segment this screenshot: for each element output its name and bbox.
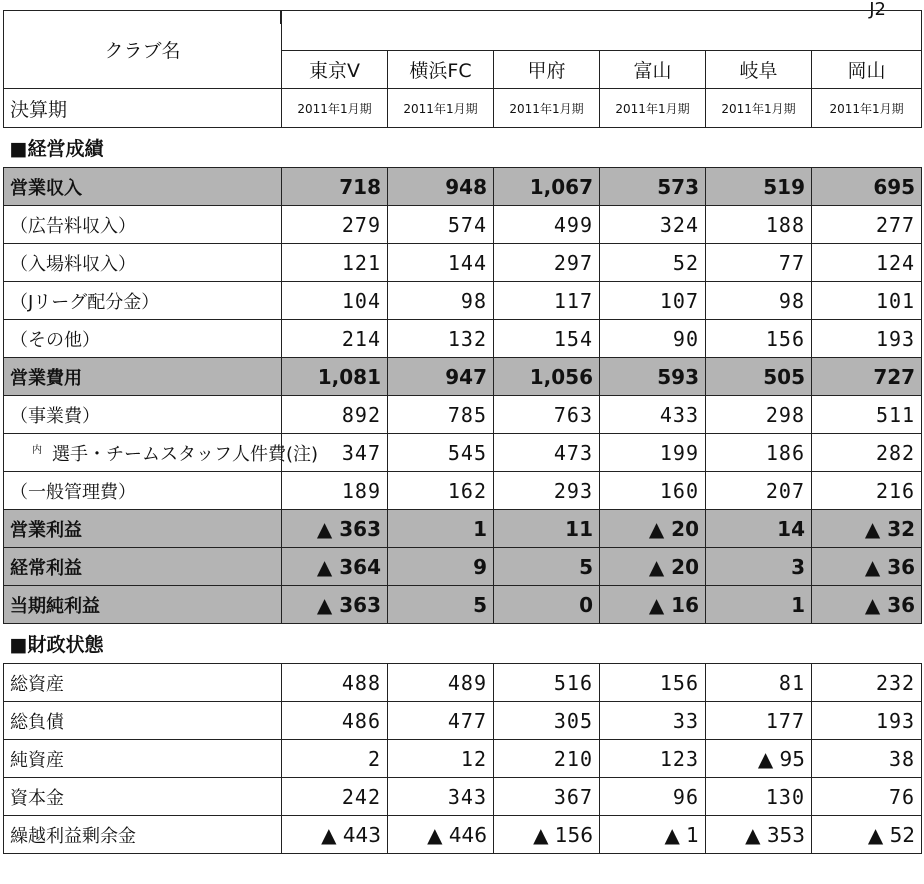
value-cell: 367 (494, 778, 600, 816)
value-cell: ▲ 353 (706, 816, 812, 854)
value-cell: 516 (494, 664, 600, 702)
row-label-text: 当期純利益 (10, 595, 100, 617)
value-cell: 117 (494, 282, 600, 320)
value-cell: 12 (388, 740, 494, 778)
value-cell: 347 (282, 434, 388, 472)
value-cell: 162 (388, 472, 494, 510)
table-row (4, 548, 922, 586)
value-cell: ▲ 95 (706, 740, 812, 778)
value-cell: 52 (600, 244, 706, 282)
value-cell: 1,056 (494, 358, 600, 396)
row-label-text: 営業費用 (10, 367, 82, 389)
value-cell: 132 (388, 320, 494, 358)
table-row (4, 740, 922, 778)
row-label-text: （その他） (10, 329, 100, 351)
value-cell: 433 (600, 396, 706, 434)
row-label-text: 経常利益 (10, 557, 82, 579)
table-row (4, 168, 922, 206)
row-label (4, 282, 282, 320)
value-cell: 186 (706, 434, 812, 472)
section-heading-row (4, 624, 922, 664)
value-cell: 130 (706, 778, 812, 816)
value-cell: 101 (812, 282, 922, 320)
row-label-text: （広告料収入） (10, 215, 136, 237)
value-cell: 5 (494, 548, 600, 586)
value-cell: 156 (706, 320, 812, 358)
row-label (4, 168, 282, 206)
section-heading: ■経営成績 (4, 128, 922, 168)
value-cell: ▲ 364 (282, 548, 388, 586)
table-row (4, 472, 922, 510)
value-cell: 1 (388, 510, 494, 548)
value-cell: 279 (282, 206, 388, 244)
value-cell: 232 (812, 664, 922, 702)
value-cell: 545 (388, 434, 494, 472)
financial-table (3, 10, 922, 854)
club-name-header: クラブ名 (4, 11, 282, 89)
row-label-text: 総資産 (10, 673, 64, 695)
club-name: 甲府 (494, 51, 600, 89)
club-name: 岐阜 (706, 51, 812, 89)
value-cell: 33 (600, 702, 706, 740)
value-cell: 1,067 (494, 168, 600, 206)
row-label-text: 営業利益 (10, 519, 82, 541)
row-label-text: （Jリーグ配分金） (10, 291, 160, 313)
value-cell: ▲ 20 (600, 510, 706, 548)
table-row (4, 586, 922, 624)
value-cell: 77 (706, 244, 812, 282)
row-label-text: 選手・チームスタッフ人件費(注) (52, 443, 319, 465)
row-label (4, 396, 282, 434)
table-row (4, 282, 922, 320)
period-row (4, 89, 922, 128)
value-cell: 98 (706, 282, 812, 320)
row-label (4, 548, 282, 586)
value-cell: 216 (812, 472, 922, 510)
value-cell: 207 (706, 472, 812, 510)
row-label (4, 206, 282, 244)
value-cell: ▲ 443 (282, 816, 388, 854)
division-label: J2 (869, 0, 886, 20)
value-cell: 156 (600, 664, 706, 702)
row-label (4, 778, 282, 816)
value-cell: 763 (494, 396, 600, 434)
table-row (4, 396, 922, 434)
row-label (4, 320, 282, 358)
value-cell: 11 (494, 510, 600, 548)
row-label (4, 740, 282, 778)
value-cell: 104 (282, 282, 388, 320)
period-value: 2011年1月期 (388, 89, 494, 128)
value-cell: 305 (494, 702, 600, 740)
table-row (4, 702, 922, 740)
period-label: 決算期 (4, 89, 282, 128)
value-cell: 499 (494, 206, 600, 244)
value-cell: 293 (494, 472, 600, 510)
value-cell: 519 (706, 168, 812, 206)
period-value: 2011年1月期 (812, 89, 922, 128)
value-cell: 123 (600, 740, 706, 778)
value-cell: 511 (812, 396, 922, 434)
value-cell: 124 (812, 244, 922, 282)
row-label (4, 244, 282, 282)
table-row (4, 664, 922, 702)
value-cell: 473 (494, 434, 600, 472)
value-cell: 177 (706, 702, 812, 740)
value-cell: 193 (812, 702, 922, 740)
table-row (4, 358, 922, 396)
value-cell: 2 (282, 740, 388, 778)
row-label (4, 510, 282, 548)
value-cell: 188 (706, 206, 812, 244)
row-label-text: 営業収入 (10, 177, 82, 199)
value-cell: 343 (388, 778, 494, 816)
value-cell: 324 (600, 206, 706, 244)
value-cell: 90 (600, 320, 706, 358)
division-spacer (282, 11, 922, 51)
row-label-text: （事業費） (10, 405, 100, 427)
value-cell: ▲ 52 (812, 816, 922, 854)
value-cell: 486 (282, 702, 388, 740)
value-cell: 1 (706, 586, 812, 624)
row-label-mark: 内 (32, 444, 42, 456)
value-cell: 14 (706, 510, 812, 548)
value-cell: 242 (282, 778, 388, 816)
value-cell: 505 (706, 358, 812, 396)
value-cell: 892 (282, 396, 388, 434)
value-cell: 81 (706, 664, 812, 702)
row-label-text: 総負債 (10, 711, 64, 733)
value-cell: 76 (812, 778, 922, 816)
value-cell: 0 (494, 586, 600, 624)
row-label (4, 586, 282, 624)
value-cell: ▲ 363 (282, 586, 388, 624)
value-cell: 199 (600, 434, 706, 472)
row-label-text: 資本金 (10, 787, 64, 809)
period-value: 2011年1月期 (494, 89, 600, 128)
value-cell: 727 (812, 358, 922, 396)
value-cell: 96 (600, 778, 706, 816)
value-cell: ▲ 20 (600, 548, 706, 586)
row-label-text: （入場料収入） (10, 253, 136, 275)
value-cell: ▲ 363 (282, 510, 388, 548)
value-cell: 144 (388, 244, 494, 282)
value-cell: 160 (600, 472, 706, 510)
value-cell: 193 (812, 320, 922, 358)
value-cell: 489 (388, 664, 494, 702)
value-cell: 3 (706, 548, 812, 586)
value-cell: 573 (600, 168, 706, 206)
value-cell: 9 (388, 548, 494, 586)
period-value: 2011年1月期 (600, 89, 706, 128)
section-heading-row (4, 128, 922, 168)
row-label (4, 358, 282, 396)
value-cell: 5 (388, 586, 494, 624)
value-cell: 214 (282, 320, 388, 358)
row-label (4, 702, 282, 740)
row-label-text: 繰越利益剰余金 (10, 825, 136, 847)
table-row (4, 244, 922, 282)
table-row (4, 206, 922, 244)
value-cell: ▲ 446 (388, 816, 494, 854)
value-cell: 154 (494, 320, 600, 358)
value-cell: ▲ 16 (600, 586, 706, 624)
club-name: 横浜FC (388, 51, 494, 89)
value-cell: ▲ 156 (494, 816, 600, 854)
table-row (4, 816, 922, 854)
value-cell: 38 (812, 740, 922, 778)
club-header-row (4, 11, 922, 51)
table-row (4, 510, 922, 548)
value-cell: 282 (812, 434, 922, 472)
club-name: 東京V (282, 51, 388, 89)
row-label (4, 664, 282, 702)
value-cell: 488 (282, 664, 388, 702)
value-cell: 1,081 (282, 358, 388, 396)
value-cell: ▲ 36 (812, 586, 922, 624)
value-cell: ▲ 32 (812, 510, 922, 548)
table-row (4, 778, 922, 816)
value-cell: 574 (388, 206, 494, 244)
row-label (4, 472, 282, 510)
value-cell: 107 (600, 282, 706, 320)
table-row (4, 434, 922, 472)
club-name: 富山 (600, 51, 706, 89)
value-cell: 297 (494, 244, 600, 282)
row-label-text: 純資産 (10, 749, 64, 771)
section-heading: ■財政状態 (4, 624, 922, 664)
value-cell: ▲ 36 (812, 548, 922, 586)
value-cell: 210 (494, 740, 600, 778)
value-cell: 189 (282, 472, 388, 510)
value-cell: 477 (388, 702, 494, 740)
value-cell: 593 (600, 358, 706, 396)
row-label (4, 816, 282, 854)
club-name: 岡山 (812, 51, 922, 89)
period-value: 2011年1月期 (282, 89, 388, 128)
value-cell: 718 (282, 168, 388, 206)
value-cell: 121 (282, 244, 388, 282)
value-cell: 98 (388, 282, 494, 320)
row-label-text: （一般管理費） (10, 481, 136, 503)
value-cell: 298 (706, 396, 812, 434)
value-cell: ▲ 1 (600, 816, 706, 854)
value-cell: 948 (388, 168, 494, 206)
value-cell: 785 (388, 396, 494, 434)
value-cell: 277 (812, 206, 922, 244)
row-label (4, 434, 319, 472)
value-cell: 947 (388, 358, 494, 396)
period-value: 2011年1月期 (706, 89, 812, 128)
table-row (4, 320, 922, 358)
value-cell: 695 (812, 168, 922, 206)
